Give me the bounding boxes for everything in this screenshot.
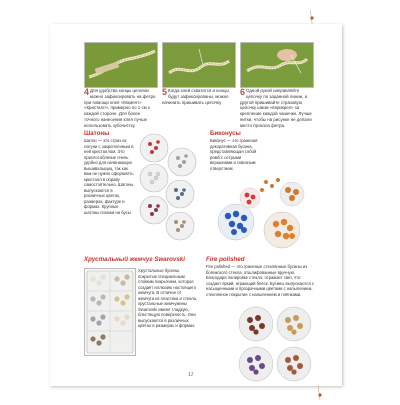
bicones-heading: Биконусы [210,130,241,137]
step-5-photo [162,42,236,88]
shatons-photo [136,132,200,244]
step-4-caption: 4 Для удобства концы цепочки можно зафиксировать на фетре при помощи клея «Момент» «Кристалл», примерно по 1 см к каждой стороне. Для более точного нанесения клея лучше использовать зубочистку [84,87,156,128]
pearls-text: Хрустальные бусины, покрытые специальным стойким покрытием, которое создаёт иллюзию настоящего жемчуга. В отличие от жемчуга из пластика и стекла, хрустальные жемчужины Swarovski имеют гладкую, блестящую поверхность. Они выпускаются в различных цветах и размерах и формах. [138,268,198,328]
step-5-caption: 5 Когда клей схватится и концы будут зафиксированы, можно начинать пришивать цепочку [162,87,229,105]
pearls-heading: Хрустальный жемчуг Swarovski [84,256,185,263]
shatons-heading: Шатоны [84,130,110,137]
firepolished-photo [234,304,316,386]
pearls-photo [84,268,136,356]
page-number: 11 [188,372,194,378]
step-6-photo [240,42,314,88]
shatons-text: Шатон — это страз из латуни с закрепленным в ней кристаллом. Это приспособление очень удобно для начинающих вышивальщиц, так как вам не нужно оформлять кристалл в оправу самостоятельно. Шатоны выпускаются в различных цветах, размерах, фактуре и формах. Крупные шатоны похожи на бусы [84,138,134,215]
bicones-photo [206,174,316,254]
bicones-text: Биконус — это граненая декоративная бусина, представляющая собой ромб с острыми вершинами и сквозным отверстием. [210,138,258,171]
step-6-caption: 6 Одной рукой направляйте цепочку по заданной линии, а другой пришивайте стразовую цепочку швом «вприкреп» за крепление каждой чашечки. Лучше нитки, чтобы на рисунке не делали место прокола фетра. [240,87,312,128]
book-page [50,24,342,386]
firepolished-text: Fire polished — это граненые стеклянные бусины из богемского стекла, отшлифованные вручную. Благодаря полировке стекло, отражает свет, что создает яркий, играющий блеск. Бусины выпускаются с насыщенными и прозрачными цветами с напылением, стеклянное покрытие с напылением и плёнками. [206,264,314,297]
firepolished-heading: Fire polished [206,256,245,263]
step-4-photo [84,42,158,88]
